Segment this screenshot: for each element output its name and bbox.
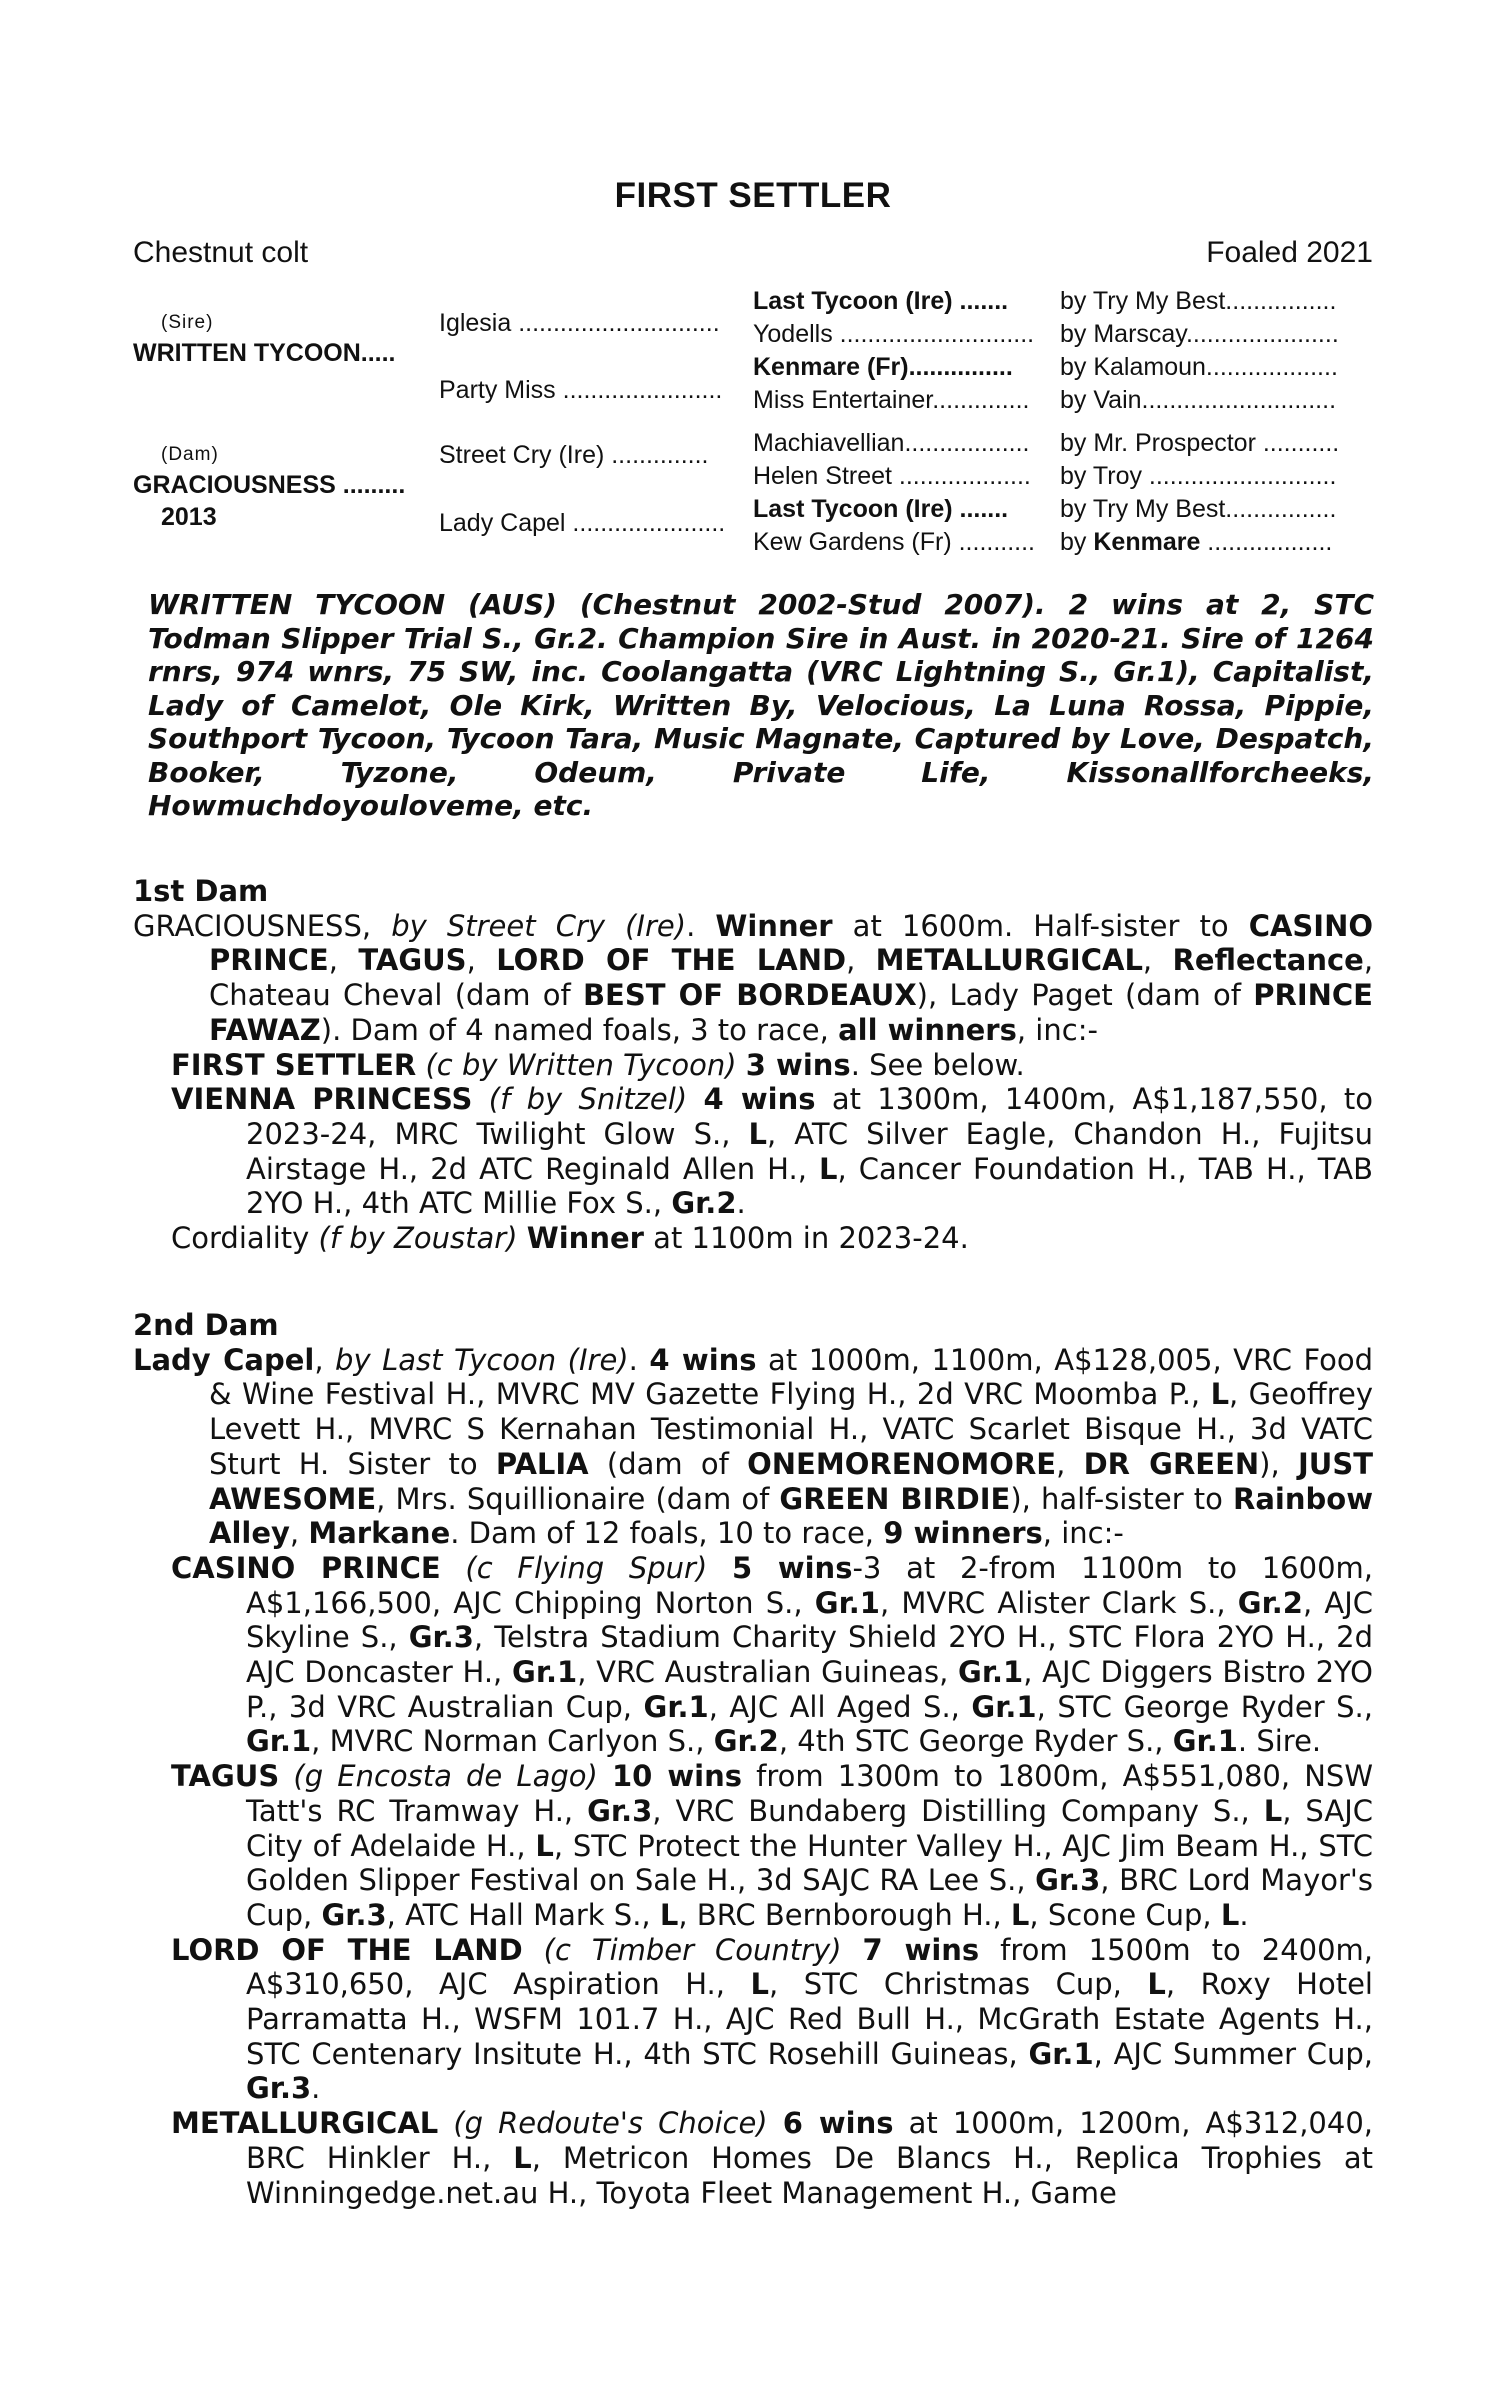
text: Gr.1 bbox=[958, 1655, 1024, 1690]
text: , STC Protect the Hunter Valley H., AJC Jim Beam H., STC Golden Slipper Festival on Sale H., 3d SAJC RA Lee S., bbox=[246, 1828, 1373, 1898]
text: , ATC Silver Eagle, Chandon H., Fujitsu Airstage H., 2d ATC Reginald Allen H., bbox=[246, 1116, 1373, 1186]
text: JUST AWESOME bbox=[209, 1446, 1373, 1516]
dam-role: (Dam) bbox=[161, 444, 219, 465]
text: METALLURGICAL bbox=[171, 2106, 439, 2141]
text: DR GREEN bbox=[1083, 1446, 1260, 1481]
text: (c by Written Tycoon) bbox=[425, 1047, 737, 1082]
progeny-casino-prince bbox=[133, 1551, 1373, 1759]
second-dam-section bbox=[133, 1308, 1373, 2210]
second-dam-paragraph: Lady Capel, by Last Tycoon (Ire). 4 wins at 1000m, 1100m, A$128,005, VRC Food & Wine Festival H., MVRC MV Gazette Flying H., 2d VRC Moomba P., L, Geoffrey Levett H., MVRC S Kernahan Testimonial H., VATC Scarlet Bisque H., 3d VATC Sturt H. Sister to PALIA (dam of ONEMORENOMORE, DR GREEN), JUST AWESOME, Mrs. Squillionaire (dam of GREEN BIRDIE), half-sister to Rainbow Alley, Markane. Dam of 12 foals, 10 to race, 9 winners, inc:- bbox=[133, 1342, 1374, 1551]
text: L bbox=[659, 1897, 679, 1932]
g4-4: by Vain............................ bbox=[1060, 386, 1337, 414]
text: 10 wins bbox=[611, 1759, 743, 1794]
text: . Dam of 12 foals, 10 to race, bbox=[450, 1516, 884, 1551]
text: ONEMORENOMORE bbox=[747, 1446, 1057, 1481]
g3-6: Helen Street ................... bbox=[753, 462, 1031, 490]
text: , MVRC Norman Carlyon S., bbox=[311, 1724, 714, 1759]
text: L bbox=[1147, 1967, 1166, 2002]
text: at 1000m, 1200m, A$312,040, BRC Hinkler H., bbox=[246, 2106, 1373, 2175]
text: (g Redoute's Choice) bbox=[453, 2106, 768, 2141]
text: Gr.3 bbox=[321, 1897, 387, 1932]
text: (c Flying Spur) bbox=[465, 1550, 708, 1585]
text: , Roxy Hotel Parramatta H., WSFM 101.7 H., AJC Red Bull H., McGrath Estate Agents H., STC Centenary Insitute H., 4th STC Rosehill Guineas, bbox=[246, 1967, 1373, 2071]
prince-fawaz: PRINCE FAWAZ bbox=[209, 978, 1373, 1047]
text: . bbox=[1239, 1897, 1249, 1932]
text: , STC George Ryder S., bbox=[1036, 1689, 1373, 1724]
g4-6: by Troy ........................... bbox=[1060, 462, 1337, 490]
text: Rainbow Alley bbox=[209, 1481, 1373, 1551]
text: L bbox=[535, 1828, 554, 1863]
text: -3 at 2-from 1100m to 1600m, A$1,166,500, AJC Chipping Norton S., bbox=[246, 1550, 1373, 1620]
text: ). Dam of 4 named foals, 3 to race, bbox=[320, 1012, 839, 1047]
text: at 1300m, 1400m, A$1,187,550, to 2023-24, MRC Twilight Glow S., bbox=[246, 1082, 1373, 1151]
text: Gr.1 bbox=[512, 1655, 578, 1690]
first-dam-heading: 1st Dam bbox=[133, 874, 269, 908]
text: Gr.1 bbox=[814, 1585, 880, 1620]
text: PALIA bbox=[495, 1446, 589, 1481]
text: , AJC Summer Cup, bbox=[1093, 2036, 1373, 2071]
text: , VRC Bundaberg Distilling Company S., bbox=[652, 1793, 1264, 1828]
g4-8 bbox=[1060, 527, 1350, 557]
dam-name: GRACIOUSNESS ......... bbox=[133, 471, 406, 499]
sire-dam: Party Miss ....................... bbox=[439, 376, 723, 404]
all-winners: all winners bbox=[838, 1012, 1017, 1047]
progeny-metallurgical bbox=[133, 2106, 1373, 2210]
sibling-casino: CASINO PRINCE bbox=[209, 908, 1374, 978]
text: L bbox=[748, 1116, 767, 1151]
text: 4 wins bbox=[649, 1342, 757, 1377]
text: L bbox=[1263, 1793, 1283, 1828]
g3-7: Last Tycoon (Ire) ....... bbox=[753, 495, 1009, 523]
sibling-lord: LORD OF THE LAND bbox=[496, 943, 847, 978]
dam-year: 2013 bbox=[161, 503, 217, 531]
text: Winner bbox=[526, 1221, 644, 1256]
text: 6 wins bbox=[782, 2106, 894, 2141]
text: at 1100m in 2023-24. bbox=[643, 1221, 969, 1256]
text: (f by Zoustar) bbox=[318, 1221, 518, 1256]
sire-sire: Iglesia ............................. bbox=[439, 309, 720, 337]
text: 5 wins bbox=[732, 1550, 853, 1585]
progeny-cordiality bbox=[133, 1221, 1373, 1256]
text: , Telstra Stadium Charity Shield 2YO H., STC Flora 2YO H., 2d AJC Doncaster H., bbox=[246, 1620, 1373, 1690]
g3-3: Kenmare (Fr)............... bbox=[753, 353, 1013, 381]
text: , Cancer Foundation H., TAB H., TAB 2YO H., 4th ATC Millie Fox S., bbox=[246, 1151, 1373, 1221]
text: 9 winners bbox=[883, 1516, 1043, 1551]
text: 7 wins bbox=[862, 1932, 980, 1967]
g3-4: Miss Entertainer.............. bbox=[753, 386, 1030, 414]
text: at 1000m, 1100m, A$128,005, VRC Food & Wine Festival H., MVRC MV Gazette Flying H., 2d VRC Moomba P., bbox=[209, 1342, 1373, 1412]
sibling-reflectance: Reflectance bbox=[1172, 943, 1364, 978]
g3-1: Last Tycoon (Ire) ....... bbox=[753, 287, 1009, 315]
text: at 1600m. Half-sister to bbox=[832, 908, 1249, 943]
text: Gr.3 bbox=[1035, 1863, 1101, 1898]
first-dam-section bbox=[133, 874, 1373, 1256]
text: , 4th STC George Ryder S., bbox=[778, 1724, 1173, 1759]
text: . bbox=[311, 2071, 321, 2106]
g4-2: by Marscay...................... bbox=[1060, 320, 1339, 348]
g4-3: by Kalamoun................... bbox=[1060, 353, 1338, 381]
progeny-first-settler bbox=[133, 1048, 1373, 1083]
dam-name-text: GRACIOUSNESS bbox=[133, 908, 362, 943]
sire-role: (Sire) bbox=[161, 312, 214, 333]
best-of-bordeaux: BEST OF BORDEAUX bbox=[582, 978, 917, 1013]
text: , AJC All Aged S., bbox=[708, 1689, 972, 1724]
g4-1: by Try My Best................ bbox=[1060, 287, 1337, 315]
text: Gr.1 bbox=[971, 1689, 1037, 1724]
text: , BRC Bernborough H., bbox=[678, 1897, 1011, 1932]
text: ), Lady Paget (dam of bbox=[916, 978, 1254, 1013]
text: , inc:- bbox=[1016, 1012, 1098, 1047]
text: , Scone Cup, bbox=[1029, 1897, 1221, 1932]
text: by Last Tycoon (Ire) bbox=[335, 1342, 629, 1377]
dam-by: by Street Cry (Ire) bbox=[391, 908, 687, 943]
text: ), bbox=[1259, 1446, 1298, 1481]
dam-sire: Street Cry (Ire) .............. bbox=[439, 441, 709, 469]
text: (c Timber Country) bbox=[543, 1932, 842, 1967]
text: (f by Snitzel) bbox=[488, 1082, 688, 1117]
text: Gr.1 bbox=[1172, 1724, 1238, 1759]
page-title: FIRST SETTLER bbox=[614, 176, 892, 215]
sex-foaled-row bbox=[133, 236, 1373, 270]
text: (g Encosta de Lago) bbox=[293, 1759, 598, 1794]
text: L bbox=[1220, 1897, 1240, 1932]
text: , AJC Diggers Bistro 2YO P., 3d VRC Australian Cup, bbox=[246, 1655, 1373, 1724]
g4-8-sire: Kenmare bbox=[1093, 528, 1201, 556]
sire-name: WRITTEN TYCOON..... bbox=[133, 339, 396, 367]
sire-paragraph: WRITTEN TYCOON (AUS) (Chestnut 2002-Stud 2007). 2 wins at 2, STC Todman Slipper Trial S., Gr.2. Champion Sire in Aust. in 2020-21. Sire of 1264 rnrs, 974 wnrs, 75 SW, inc. Coolangatta (VRC Lightning S., Gr.1), Capitalist, Lady of Camelot, Ole Kirk, Written By, Velocious, La Luna Rossa, Pippie, Southport Tycoon, Tycoon Tara, Music Magnate, Captured by Love, Despatch, Booker, Tyzone, Odeum, Private Life, Kissonallforcheeks, Howmuchdoyouloveme, etc. bbox=[148, 588, 1374, 822]
text: L bbox=[1010, 1897, 1030, 1932]
text: , VRC Australian Guineas, bbox=[577, 1655, 959, 1690]
first-dam-paragraph: GRACIOUSNESS, by Street Cry (Ire). Winner at 1600m. Half-sister to CASINO PRINCE, TAGUS, LORD OF THE LAND, METALLURGICAL, Reflectance, Chateau Cheval (dam of BEST OF BORDEAUX), Lady Paget (dam of PRINCE FAWAZ). Dam of 4 named foals, 3 to race, all winners, inc:- bbox=[133, 908, 1374, 1047]
text: , SAJC City of Adelaide H., bbox=[246, 1793, 1373, 1863]
text: , STC Christmas Cup, bbox=[769, 1967, 1148, 2002]
text: Gr.3 bbox=[587, 1793, 653, 1828]
text: LORD OF THE LAND bbox=[171, 1932, 523, 1967]
g3-8: Kew Gardens (Fr) ........... bbox=[753, 528, 1036, 556]
g4-5: by Mr. Prospector ........... bbox=[1060, 429, 1340, 457]
text: from 1300m to 1800m, A$551,080, NSW Tatt's RC Tramway H., bbox=[246, 1759, 1374, 1828]
text: Gr.1 bbox=[643, 1689, 709, 1724]
foaled-year: Foaled 2021 bbox=[1206, 236, 1373, 269]
text: 4 wins bbox=[703, 1082, 816, 1117]
text: . bbox=[736, 1186, 746, 1221]
dam-winner: Winner bbox=[715, 908, 833, 943]
dam-dam: Lady Capel ...................... bbox=[439, 509, 726, 537]
text: , Mrs. Squillionaire (dam of bbox=[376, 1481, 780, 1516]
progeny-lord-of-the-land bbox=[133, 1933, 1373, 2107]
text: VIENNA PRINCESS bbox=[171, 1082, 473, 1117]
text: CASINO PRINCE bbox=[171, 1550, 441, 1585]
text: Gr.1 bbox=[1028, 2036, 1094, 2071]
progeny-vienna-princess bbox=[133, 1082, 1373, 1221]
text: , MVRC Alister Clark S., bbox=[879, 1585, 1238, 1620]
text: Cordiality bbox=[171, 1221, 310, 1256]
text: Gr.2 bbox=[713, 1724, 779, 1759]
text: 3 wins bbox=[745, 1047, 851, 1082]
text: , BRC Lord Mayor's Cup, bbox=[246, 1863, 1373, 1932]
text: , Geoffrey Levett H., MVRC S Kernahan Testimonial H., VATC Scarlet Bisque H., 3d VATC Sturt H. Sister to bbox=[209, 1377, 1374, 1481]
text: Gr.1 bbox=[246, 1724, 312, 1759]
sibling-metal: METALLURGICAL bbox=[875, 943, 1143, 978]
second-dam-heading: 2nd Dam bbox=[133, 1308, 279, 1342]
text: GREEN BIRDIE bbox=[779, 1481, 1011, 1516]
text: , AJC Skyline S., bbox=[246, 1585, 1374, 1655]
text: from 1500m to 2400m, A$310,650, AJC Aspiration H., bbox=[246, 1932, 1374, 2002]
text: L bbox=[750, 1967, 769, 2002]
g4-8-dots: .................. bbox=[1200, 528, 1333, 556]
sibling-tagus: TAGUS bbox=[358, 943, 467, 978]
text: (dam of bbox=[588, 1446, 748, 1481]
text: L bbox=[513, 2140, 532, 2175]
text: ), half-sister to bbox=[1010, 1481, 1234, 1516]
text: Gr.3 bbox=[408, 1620, 474, 1655]
text: . See below. bbox=[850, 1047, 1025, 1082]
pedigree-table bbox=[133, 287, 1373, 572]
sex-colour: Chestnut colt bbox=[133, 236, 309, 269]
text: , ATC Hall Mark S., bbox=[386, 1897, 660, 1932]
progeny-tagus bbox=[133, 1759, 1373, 1933]
text: Markane bbox=[308, 1516, 451, 1551]
g4-7: by Try My Best................ bbox=[1060, 495, 1337, 523]
text: TAGUS bbox=[171, 1759, 280, 1794]
text: , Metricon Homes De Blancs H., Replica Trophies at Winningedge.net.au H., Toyota Fleet Management H., Game bbox=[246, 2140, 1373, 2210]
g4-8-prefix: by bbox=[1060, 528, 1094, 556]
text: Gr.2 bbox=[671, 1186, 737, 1221]
text: Gr.3 bbox=[246, 2071, 312, 2106]
text: FIRST SETTLER bbox=[171, 1047, 417, 1082]
text: Gr.2 bbox=[1237, 1585, 1303, 1620]
text: , Chateau Cheval (dam of bbox=[209, 943, 1374, 1013]
text: . Sire. bbox=[1237, 1724, 1322, 1759]
text: , inc:- bbox=[1042, 1516, 1124, 1551]
text: L bbox=[818, 1151, 838, 1186]
g3-2: Yodells ............................ bbox=[753, 320, 1035, 348]
g3-5: Machiavellian.................. bbox=[753, 429, 1030, 457]
text: L bbox=[1210, 1377, 1230, 1412]
text: Lady Capel bbox=[133, 1342, 315, 1377]
